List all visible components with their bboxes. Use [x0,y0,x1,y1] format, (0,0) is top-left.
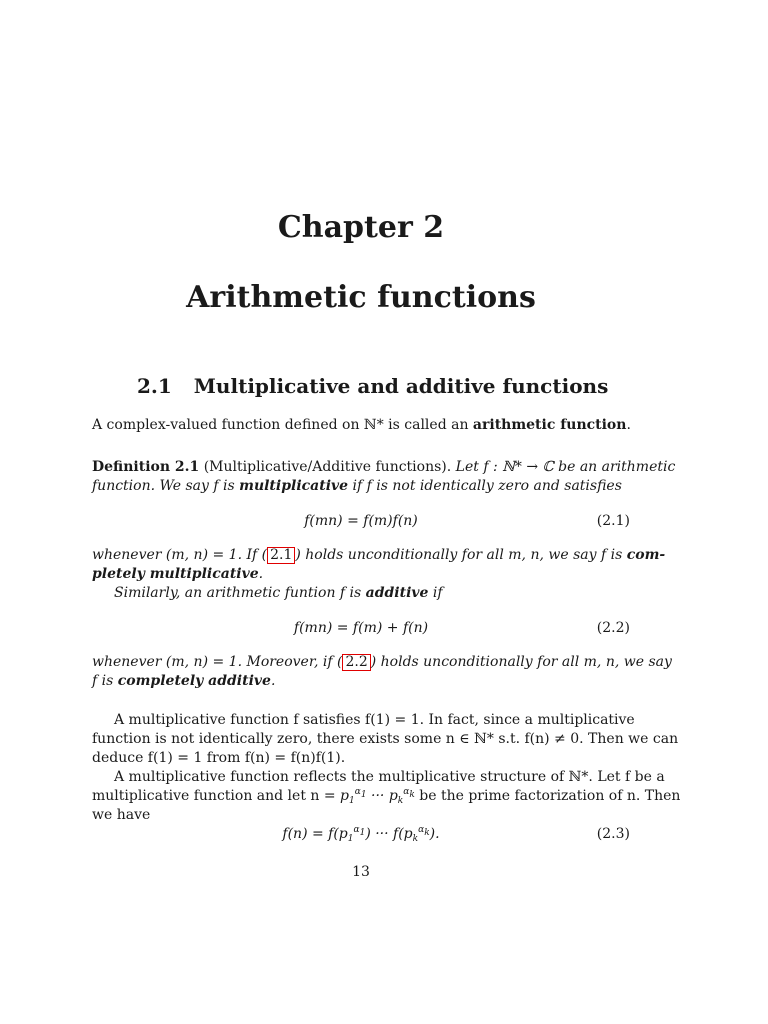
term-completely-additive: completely additive [117,673,271,689]
equation-link-2-1[interactable]: 2.1 [267,547,295,564]
equation-body: $f(n) = f(p_1^{\alpha_1})$ ··· $f(p_k^{\alpha_k})$. [282,825,440,844]
definition-line-6: whenever (m, n) = 1. Moreover, if ( 2.2 ) holds unconditionally for all m, n, we say [92,654,672,670]
section-title: Multiplicative and additive functions [193,374,609,398]
prime-factorization-formula: $p_1^{\alpha_1}$ ··· $p_k^{\alpha_k}$ [340,787,415,806]
paragraph-1-line-3: deduce f(1) = 1 from f(n) = f(n)f(1). [92,750,346,766]
equation-link-2-2[interactable]: 2.2 [342,654,370,671]
definition-line-1: Definition 2.1 (Multiplicative/Additive functions). Let f : ℕ* → ℂ be an arithmetic [92,459,676,475]
equation-body: f(mn) = f(m) + f(n) [293,620,429,636]
definition-line-4: pletely multiplicative. [92,566,264,582]
chapter-title: Arithmetic functions [186,280,536,315]
section-heading [137,374,608,398]
equation-body: f(mn) = f(m)f(n) [304,513,418,529]
definition-line-3: whenever (m, n) = 1. If ( 2.1 ) holds unconditionally for all m, n, we say f is com- [92,547,666,563]
paragraph-1-line-2: function is not identically zero, there exists some n ∈ ℕ* s.t. f(n) ≠ 0. Then we can [92,731,679,747]
definition-line-7: f is completely additive. [92,673,276,689]
term-completely-multiplicative: pletely multiplicative [92,566,259,582]
definition-line-2: function. We say f is multiplicative if f is not identically zero and satisfies [92,478,622,494]
paragraph-2-line-2: multiplicative function and let $n = p_1^{\alpha_1}$ ··· $p_k^{\alpha_k}$ be the prime factorization of n. Then [92,787,681,806]
chapter-label: Chapter 2 [277,210,445,245]
equation-number: (2.2) [596,620,630,636]
equation-2-1 [92,511,630,531]
paragraph-2-line-3: we have [92,807,151,823]
equation-number: (2.3) [596,826,630,842]
equation-2-2 [92,618,630,638]
term-additive: additive [365,585,429,601]
term-arithmetic-function: arithmetic function [472,417,627,433]
definition-name: (Multiplicative/Additive functions). [203,459,452,475]
term-multiplicative: multiplicative [239,478,349,494]
definition-label: Definition 2.1 [92,459,200,475]
definition-line-5: Similarly, an arithmetic funtion f is additive if [114,585,443,601]
paragraph-1-line-1: A multiplicative function f satisfies f(1) = 1. In fact, since a multiplicative [114,712,635,728]
section-number: 2.1 [137,374,172,398]
page-number: 13 [352,864,370,880]
equation-number: (2.1) [596,513,630,529]
equation-2-3 [92,824,630,844]
paragraph-2-line-1: A multiplicative function reflects the multiplicative structure of ℕ*. Let f be a [114,769,665,785]
intro-paragraph: A complex-valued function defined on ℕ* is called an arithmetic function. [92,417,631,433]
